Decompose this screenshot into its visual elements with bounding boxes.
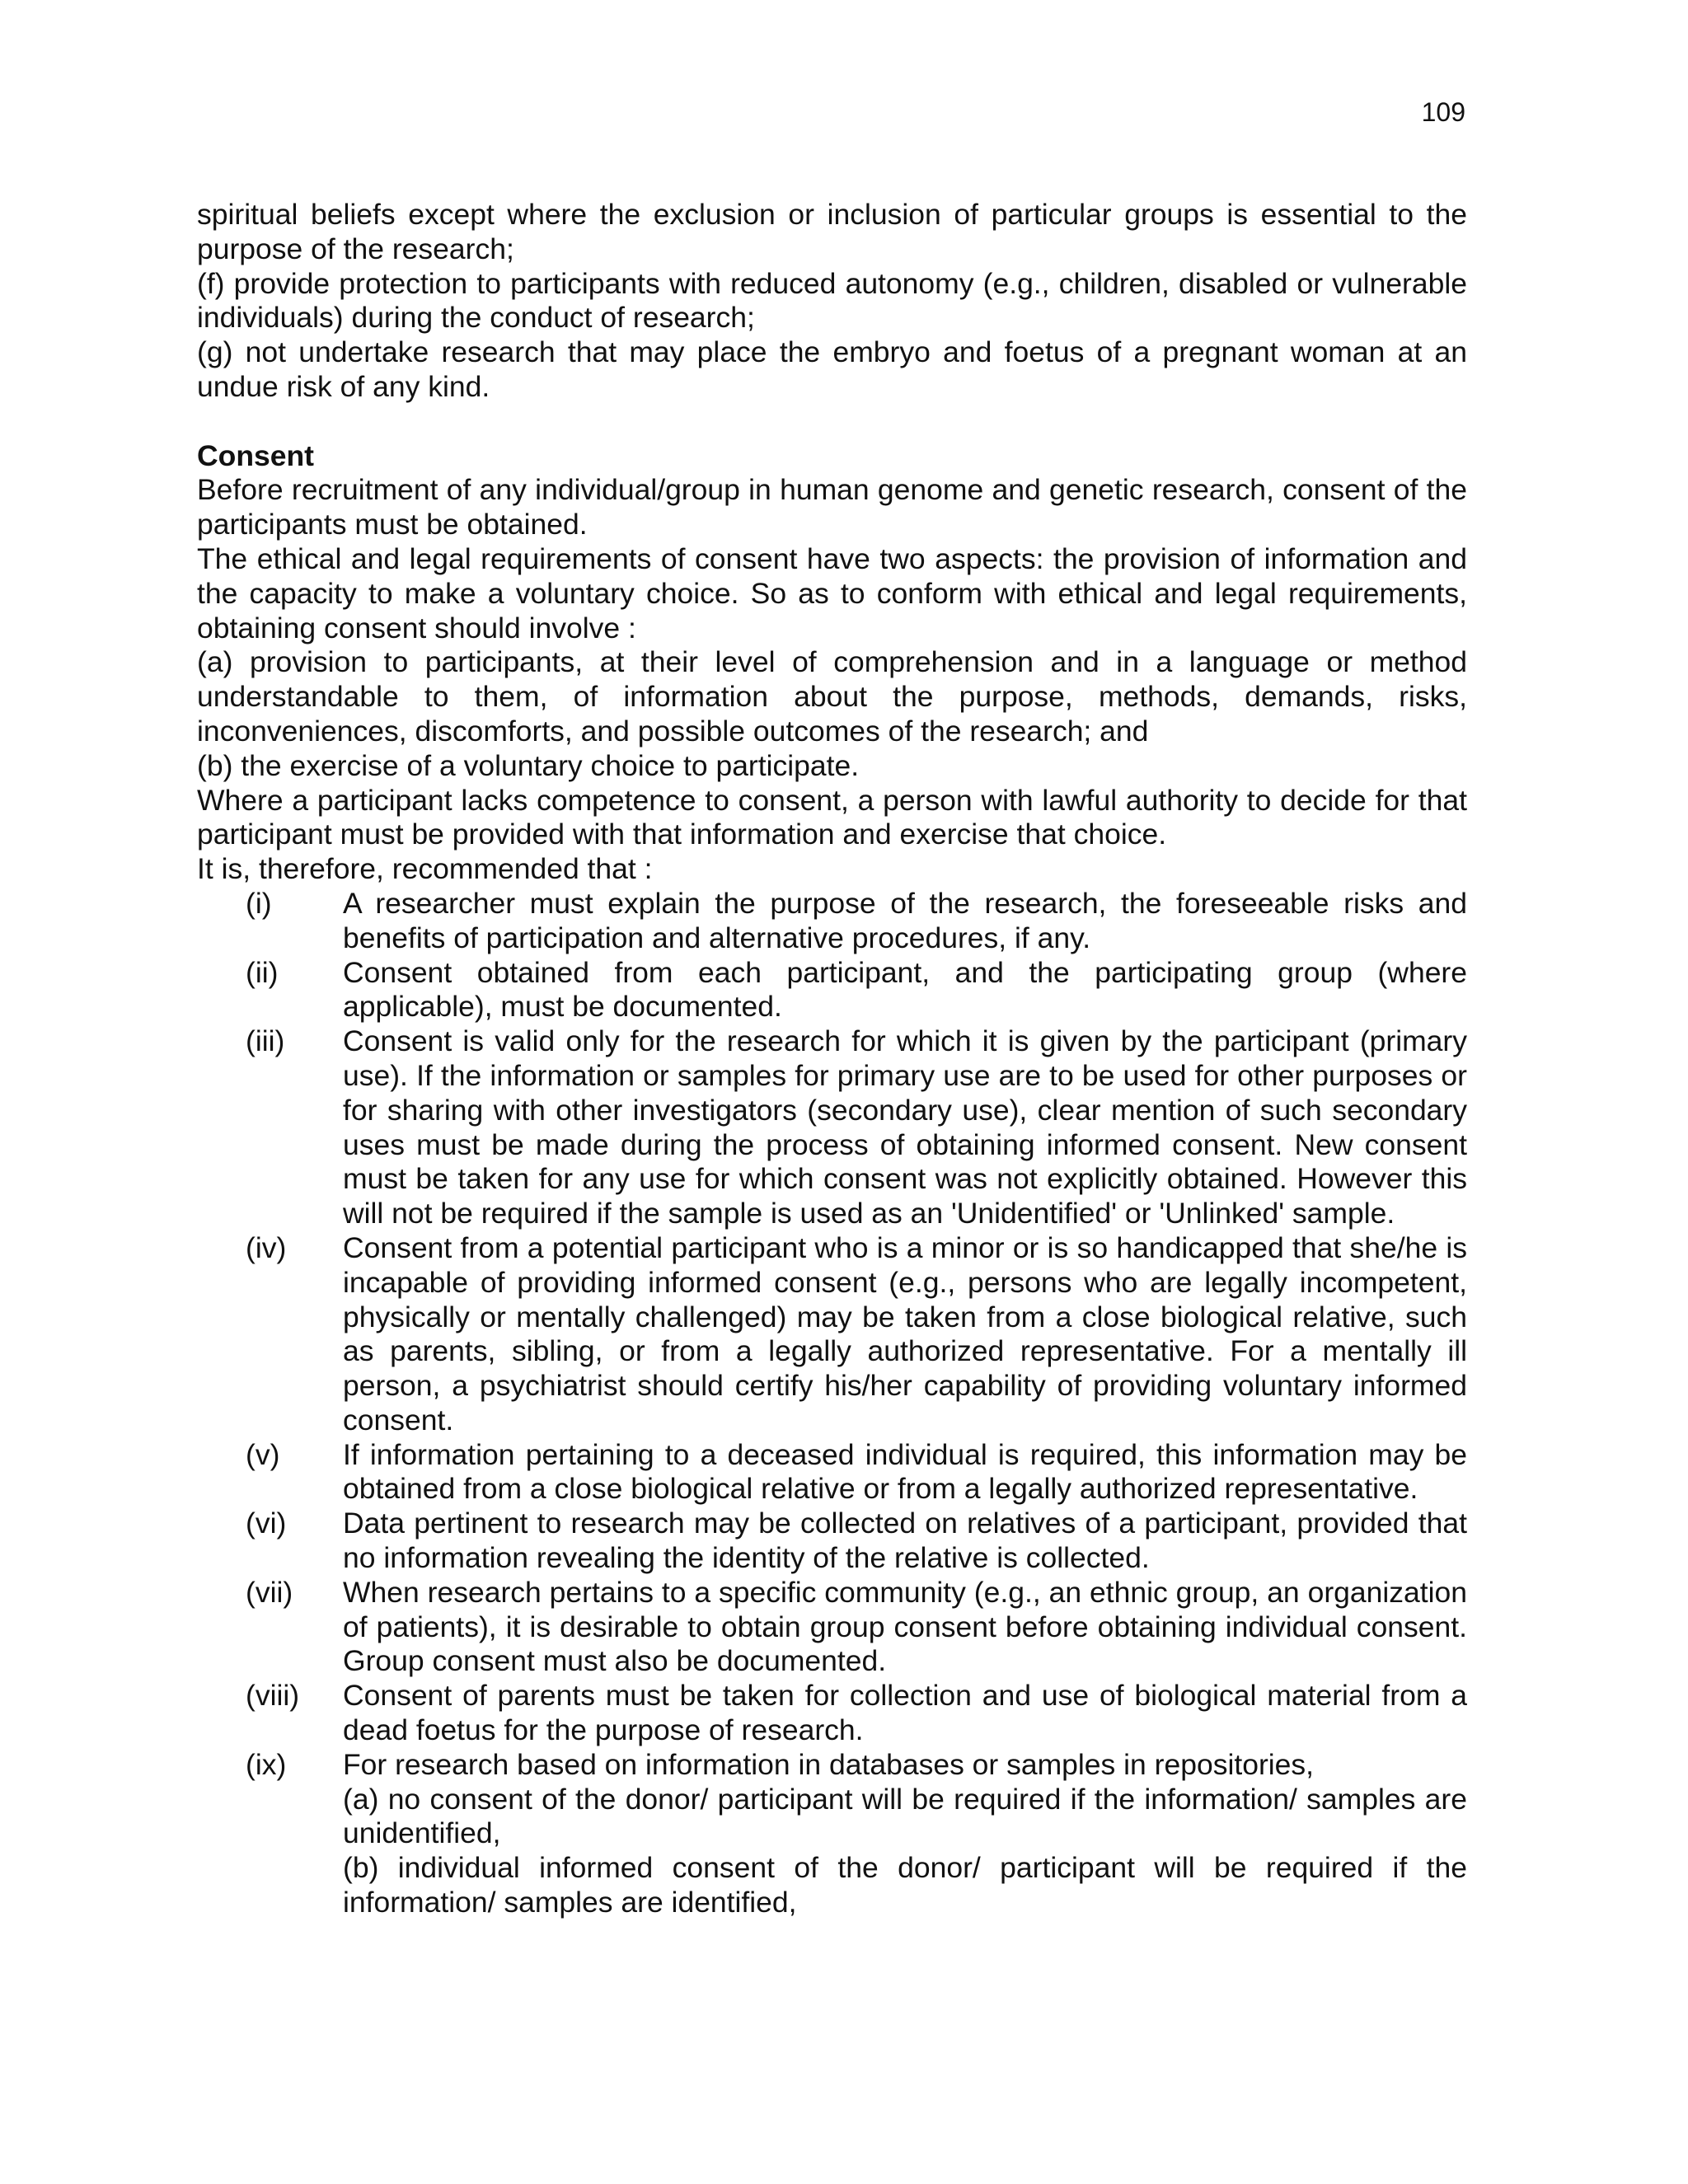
consent-paragraph: (b) the exercise of a voluntary choice to participate. <box>197 748 860 782</box>
recommendation-text: Consent obtained from each participant, and the participating group (where applicable), must be documented. <box>343 955 1467 1024</box>
recommendation-number: (i) <box>246 886 272 920</box>
recommendation-body <box>343 1748 1467 1920</box>
recommendation-number: (v) <box>246 1437 280 1471</box>
intro-paragraph: (g) not undertake research that may place the embryo and foetus of a pregnant woman at an undue risk of any kind. <box>197 335 1467 403</box>
recommendation-text: If information pertaining to a deceased individual is required, this information may be obtained from a close biological relative or from a legally authorized representative. <box>343 1437 1467 1506</box>
recommendation-item <box>197 1231 1467 1438</box>
intro-paragraph: spiritual beliefs except where the exclusion or inclusion of particular groups is essential to the purpose of the research; <box>197 198 1467 265</box>
consent-paragraph: (a) provision to participants, at their level of comprehension and in a language or method understandable to them, of information about the purpose, methods, demands, risks, inconveniences, discomforts, and possible outcomes of the research; and <box>197 645 1467 748</box>
recommendation-number: (vii) <box>246 1575 293 1609</box>
recommendation-item <box>197 1679 1467 1748</box>
recommendation-subclause: (b) individual informed consent of the donor/ participant will be required if the information/ samples are identified, <box>343 1851 1467 1919</box>
consent-paragraph: Before recruitment of any individual/group in human genome and genetic research, consent of the participants must be obtained. <box>197 473 1467 541</box>
recommendation-text: For research based on information in databases or samples in repositories, <box>343 1747 1315 1781</box>
recommendation-text: A researcher must explain the purpose of the research, the foreseeable risks and benefits of participation and alternative procedures, if any. <box>343 886 1467 954</box>
recommendation-text: Consent of parents must be taken for collection and use of biological material from a dead foetus for the purpose of research. <box>343 1679 1467 1747</box>
consent-paragraph: The ethical and legal requirements of consent have two aspects: the provision of information and the capacity to make a voluntary choice. So as to conform with ethical and legal requirements, obtaining consent should involve : <box>197 541 1467 644</box>
recommendation-item <box>197 1507 1467 1576</box>
recommendation-number: (ii) <box>246 955 279 989</box>
recommendation-text: Data pertinent to research may be collected on relatives of a participant, provided that no information revealing the identity of the relative is collected. <box>343 1507 1467 1575</box>
section-spacer <box>197 405 1467 439</box>
recommendation-number: (vi) <box>246 1507 287 1540</box>
recommendation-subclause: (a) no consent of the donor/ participant will be required if the information/ samples are unidentified, <box>343 1782 1467 1850</box>
recommendation-item <box>197 1438 1467 1507</box>
recommendation-number: (viii) <box>246 1679 300 1713</box>
recommendation-number: (iii) <box>246 1024 285 1058</box>
recommendation-item <box>197 956 1467 1025</box>
recommendation-text: Consent from a potential participant who is a minor or is so handicapped that she/he is incapable of providing informed consent (e.g., persons who are legally incompetent, physically or mentally challenged) may be taken from a close biological relative, such as parents, sibling, or from a legally authorized representative. For a mentally ill person, a psychiatrist should certify his/her capability of providing voluntary informed consent. <box>343 1230 1467 1436</box>
recommendation-list <box>197 887 1467 1920</box>
intro-paragraph: (f) provide protection to participants with reduced autonomy (e.g., children, disabled or vulnerable individuals) during the conduct of research; <box>197 266 1467 335</box>
recommendation-item <box>197 1024 1467 1231</box>
recommendation-item <box>197 1576 1467 1679</box>
recommendation-number: (iv) <box>246 1230 287 1264</box>
recommendation-item <box>197 1748 1467 1920</box>
consent-paragraph: It is, therefore, recommended that : <box>197 852 653 886</box>
recommendation-item <box>197 887 1467 956</box>
page-number: 109 <box>1421 97 1465 127</box>
recommendation-number: (ix) <box>246 1747 287 1781</box>
recommendation-text: When research pertains to a specific community (e.g., an ethnic group, an organization of patients), it is desirable to obtain group consent before obtaining individual consent. Group consent must also be documented. <box>343 1575 1467 1678</box>
consent-paragraph: Where a participant lacks competence to consent, a person with lawful authority to decide for that participant must be provided with that information and exercise that choice. <box>197 783 1467 851</box>
section-heading: Consent <box>197 438 314 472</box>
page-content <box>197 198 1467 1920</box>
recommendation-text: Consent is valid only for the research for which it is given by the participant (primary use). If the information or samples for primary use are to be used for other purposes or for sharing with other investigators (secondary use), clear mention of such secondary uses must be made during the process of obtaining informed consent. New consent must be taken for any use for which consent was not explicitly obtained. However this will not be required if the sample is used as an 'Unidentified' or 'Unlinked' sample. <box>343 1024 1467 1230</box>
